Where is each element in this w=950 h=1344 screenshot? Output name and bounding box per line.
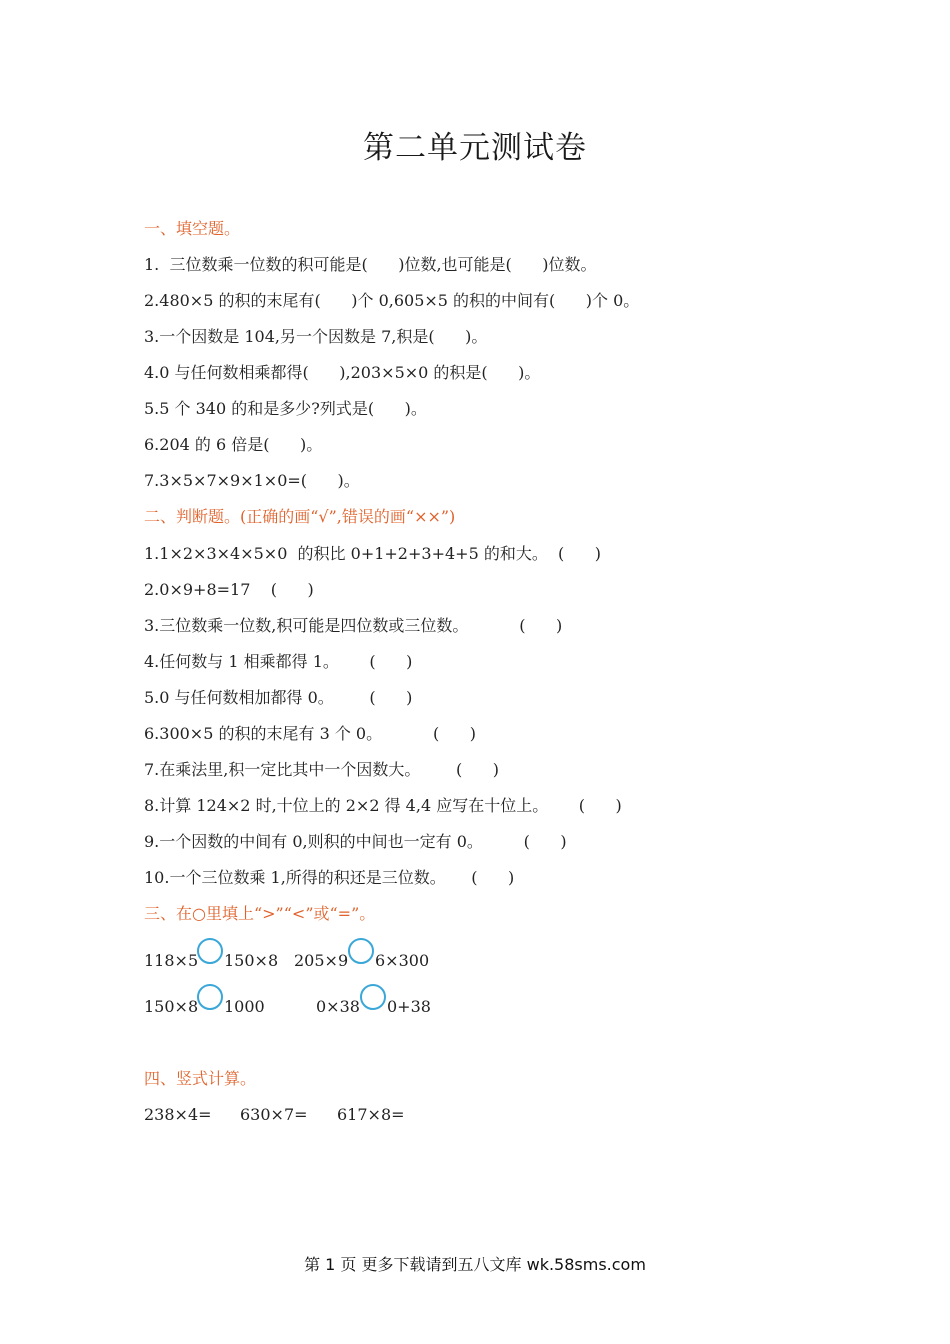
question-1-4: 4.0 与任何数相乘都得( ),203×5×0 的积是( )。 bbox=[144, 363, 541, 382]
question-2-5: 5.0 与任何数相加都得 0。 ( ) bbox=[144, 688, 413, 707]
calc-3: 617×8= bbox=[337, 1105, 405, 1124]
question-2-4: 4.任何数与 1 相乘都得 1。 ( ) bbox=[144, 652, 413, 671]
question-2-6: 6.300×5 的积的末尾有 3 个 0。 ( ) bbox=[144, 724, 476, 743]
section-2-heading: 二、判断题。(正确的画“√”,错误的画“××”) bbox=[144, 507, 456, 526]
compare-3-left: 150×8 bbox=[144, 997, 199, 1016]
question-2-9: 9.一个因数的中间有 0,则积的中间也一定有 0。 ( ) bbox=[144, 832, 567, 851]
compare-2-circle[interactable] bbox=[348, 938, 374, 964]
question-1-7: 7.3×5×7×9×1×0=( )。 bbox=[144, 471, 360, 490]
compare-4-circle[interactable] bbox=[360, 984, 386, 1010]
question-2-1: 1.1×2×3×4×5×0 的积比 0+1+2+3+4+5 的和大。 ( ) bbox=[144, 544, 602, 563]
calc-2: 630×7= bbox=[240, 1105, 308, 1124]
question-1-5: 5.5 个 340 的和是多少?列式是( )。 bbox=[144, 399, 427, 418]
question-2-2: 2.0×9+8=17 ( ) bbox=[144, 580, 314, 599]
question-2-3: 3.三位数乘一位数,积可能是四位数或三位数。 ( ) bbox=[144, 616, 563, 635]
question-1-2: 2.480×5 的积的末尾有( )个 0,605×5 的积的中间有( )个 0。 bbox=[144, 291, 640, 310]
compare-3-circle[interactable] bbox=[197, 984, 223, 1010]
question-1-6: 6.204 的 6 倍是( )。 bbox=[144, 435, 323, 454]
question-1-3: 3.一个因数是 104,另一个因数是 7,积是( )。 bbox=[144, 327, 488, 346]
section-4-heading: 四、竖式计算。 bbox=[144, 1069, 257, 1088]
question-2-8: 8.计算 124×2 时,十位上的 2×2 得 4,4 应写在十位上。 ( ) bbox=[144, 796, 622, 815]
calc-1: 238×4= bbox=[144, 1105, 212, 1124]
page-title: 第二单元测试卷 bbox=[363, 130, 587, 166]
question-1-1: 1. 三位数乘一位数的积可能是( )位数,也可能是( )位数。 bbox=[144, 255, 597, 274]
page-footer: 第 1 页 更多下载请到五八文库 wk.58sms.com bbox=[304, 1255, 646, 1274]
compare-1-right: 150×8 bbox=[224, 951, 279, 970]
compare-2-right: 6×300 bbox=[375, 951, 430, 970]
compare-1-left: 118×5 bbox=[144, 951, 199, 970]
section-3-heading: 三、在○里填上“>”“<”或“=”。 bbox=[144, 904, 376, 923]
question-2-10: 10.一个三位数乘 1,所得的积还是三位数。 ( ) bbox=[144, 868, 515, 887]
section-1-heading: 一、填空题。 bbox=[144, 219, 241, 238]
compare-4-left: 0×38 bbox=[316, 997, 360, 1016]
compare-1-circle[interactable] bbox=[197, 938, 223, 964]
question-2-7: 7.在乘法里,积一定比其中一个因数大。 ( ) bbox=[144, 760, 499, 779]
compare-2-left: 205×9 bbox=[294, 951, 349, 970]
compare-3-right: 1000 bbox=[224, 997, 265, 1016]
compare-4-right: 0+38 bbox=[387, 997, 431, 1016]
